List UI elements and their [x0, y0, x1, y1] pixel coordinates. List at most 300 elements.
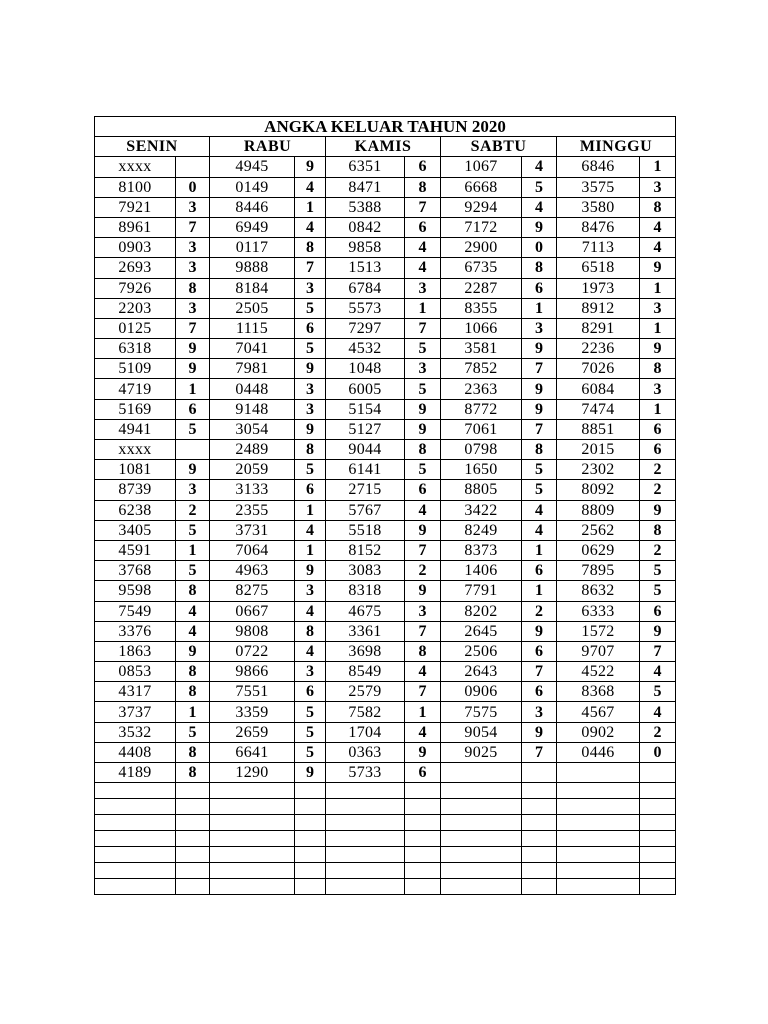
digit-cell: 7 — [176, 217, 210, 237]
empty-cell — [640, 879, 676, 895]
empty-cell — [557, 783, 640, 799]
title-row — [95, 117, 676, 137]
empty-row — [95, 863, 676, 879]
digit-cell: 8 — [405, 177, 441, 197]
digit-cell: 5 — [176, 722, 210, 742]
number-cell: 1650 — [441, 460, 522, 480]
number-cell: 5573 — [326, 298, 405, 318]
number-cell: 4945 — [210, 157, 295, 177]
number-cell: 4567 — [557, 702, 640, 722]
number-cell: 3376 — [95, 621, 176, 641]
empty-cell — [95, 847, 176, 863]
digit-cell: 6 — [295, 682, 326, 702]
table-title: ANGKA KELUAR TAHUN 2020 — [95, 117, 676, 137]
header-sabtu: SABTU — [441, 137, 557, 157]
digit-cell: 5 — [176, 561, 210, 581]
number-cell: 4591 — [95, 540, 176, 560]
empty-cell — [640, 847, 676, 863]
number-cell: 1115 — [210, 318, 295, 338]
digit-cell: 3 — [176, 298, 210, 318]
digit-cell: 6 — [405, 217, 441, 237]
header-row — [95, 137, 676, 157]
digit-cell: 3 — [295, 278, 326, 298]
digit-cell: 3 — [176, 238, 210, 258]
digit-cell: 4 — [405, 722, 441, 742]
empty-cell — [210, 815, 295, 831]
empty-cell — [640, 831, 676, 847]
number-cell: 7297 — [326, 318, 405, 338]
table-row — [95, 763, 676, 783]
number-cell: 1067 — [441, 157, 522, 177]
number-cell: 0722 — [210, 641, 295, 661]
number-cell: 0446 — [557, 742, 640, 762]
digit-cell: 8 — [640, 359, 676, 379]
number-cell: 2287 — [441, 278, 522, 298]
table-row — [95, 520, 676, 540]
empty-row — [95, 831, 676, 847]
number-cell: 1406 — [441, 561, 522, 581]
empty-cell — [295, 847, 326, 863]
empty-cell — [95, 815, 176, 831]
number-cell: 1513 — [326, 258, 405, 278]
empty-cell — [176, 815, 210, 831]
digit-cell: 3 — [295, 662, 326, 682]
digit-cell: 9 — [640, 500, 676, 520]
header-rabu: RABU — [210, 137, 326, 157]
table-row — [95, 197, 676, 217]
digit-cell: 7 — [640, 641, 676, 661]
number-cell: 9148 — [210, 399, 295, 419]
number-cell: 2659 — [210, 722, 295, 742]
digit-cell: 4 — [176, 621, 210, 641]
digit-cell: 1 — [295, 500, 326, 520]
number-cell: 3731 — [210, 520, 295, 540]
empty-cell — [176, 799, 210, 815]
empty-cell — [326, 815, 405, 831]
number-cell: 7582 — [326, 702, 405, 722]
empty-row — [95, 815, 676, 831]
digit-cell: 7 — [295, 258, 326, 278]
number-cell: 2506 — [441, 641, 522, 661]
digit-cell: 5 — [640, 561, 676, 581]
number-cell: 3575 — [557, 177, 640, 197]
digit-cell: 8 — [176, 742, 210, 762]
number-cell: 8373 — [441, 540, 522, 560]
empty-cell — [326, 831, 405, 847]
number-cell: 6735 — [441, 258, 522, 278]
empty-cell — [441, 799, 522, 815]
number-cell: 4675 — [326, 601, 405, 621]
digit-cell: 4 — [522, 197, 557, 217]
empty-cell — [640, 799, 676, 815]
digit-cell: 1 — [640, 318, 676, 338]
digit-cell: 4 — [295, 217, 326, 237]
empty-cell — [405, 783, 441, 799]
digit-cell: 9 — [522, 399, 557, 419]
number-cell: 8152 — [326, 540, 405, 560]
number-cell: 9044 — [326, 440, 405, 460]
digit-cell: 3 — [640, 298, 676, 318]
digit-cell: 5 — [295, 298, 326, 318]
empty-cell — [441, 831, 522, 847]
digit-cell: 8 — [405, 440, 441, 460]
number-cell: 7852 — [441, 359, 522, 379]
table-row — [95, 440, 676, 460]
empty-cell — [522, 879, 557, 895]
digit-cell: 4 — [405, 258, 441, 278]
number-cell: 6784 — [326, 278, 405, 298]
digit-cell: 5 — [295, 460, 326, 480]
digit-cell: 6 — [405, 763, 441, 783]
empty-row — [95, 783, 676, 799]
number-cell: 8184 — [210, 278, 295, 298]
number-cell: 6084 — [557, 379, 640, 399]
empty-cell — [176, 783, 210, 799]
number-cell: 6333 — [557, 601, 640, 621]
digit-cell: 4 — [176, 601, 210, 621]
digit-cell: 7 — [522, 662, 557, 682]
digit-cell: 4 — [640, 702, 676, 722]
digit-cell: 4 — [640, 217, 676, 237]
number-cell: 7064 — [210, 540, 295, 560]
number-cell: 2643 — [441, 662, 522, 682]
number-cell: 4522 — [557, 662, 640, 682]
empty-cell — [210, 783, 295, 799]
number-cell: 4189 — [95, 763, 176, 783]
empty-cell — [326, 783, 405, 799]
table-row — [95, 561, 676, 581]
empty-cell — [176, 847, 210, 863]
empty-cell — [557, 831, 640, 847]
table-row — [95, 601, 676, 621]
table-row — [95, 419, 676, 439]
number-cell: xxxx — [95, 440, 176, 460]
number-cell — [557, 763, 640, 783]
table-row — [95, 217, 676, 237]
empty-cell — [557, 799, 640, 815]
digit-cell: 0 — [176, 177, 210, 197]
digit-cell: 4 — [405, 662, 441, 682]
empty-cell — [295, 879, 326, 895]
table-row — [95, 157, 676, 177]
digit-cell: 9 — [640, 258, 676, 278]
empty-cell — [176, 863, 210, 879]
digit-cell: 8 — [176, 682, 210, 702]
number-cell: 9866 — [210, 662, 295, 682]
number-cell: xxxx — [95, 157, 176, 177]
number-cell: 0629 — [557, 540, 640, 560]
number-cell: 0667 — [210, 601, 295, 621]
number-cell: 0363 — [326, 742, 405, 762]
table-row — [95, 540, 676, 560]
digit-cell: 3 — [295, 581, 326, 601]
digit-cell: 2 — [176, 500, 210, 520]
number-cell: 6518 — [557, 258, 640, 278]
digit-cell: 4 — [640, 662, 676, 682]
empty-cell — [522, 863, 557, 879]
digit-cell: 9 — [405, 581, 441, 601]
digit-cell: 5 — [522, 177, 557, 197]
empty-cell — [295, 863, 326, 879]
digit-cell: 1 — [176, 379, 210, 399]
number-cell: 2505 — [210, 298, 295, 318]
number-cell: 2363 — [441, 379, 522, 399]
empty-cell — [557, 879, 640, 895]
digit-cell: 9 — [522, 379, 557, 399]
empty-cell — [95, 831, 176, 847]
digit-cell — [176, 440, 210, 460]
number-cell: 8100 — [95, 177, 176, 197]
number-cell: 8368 — [557, 682, 640, 702]
digit-cell: 3 — [176, 258, 210, 278]
number-cell: 9808 — [210, 621, 295, 641]
table-row — [95, 278, 676, 298]
digit-cell: 6 — [405, 157, 441, 177]
digit-cell: 9 — [522, 339, 557, 359]
digit-cell: 5 — [295, 702, 326, 722]
digit-cell: 5 — [295, 722, 326, 742]
number-cell: 1066 — [441, 318, 522, 338]
empty-cell — [95, 799, 176, 815]
number-cell: 5767 — [326, 500, 405, 520]
digit-cell: 8 — [176, 763, 210, 783]
digit-cell: 5 — [295, 339, 326, 359]
digit-cell: 3 — [522, 702, 557, 722]
number-cell: 8471 — [326, 177, 405, 197]
digit-cell: 7 — [405, 682, 441, 702]
digit-cell: 1 — [640, 157, 676, 177]
number-cell: 6641 — [210, 742, 295, 762]
empty-cell — [441, 815, 522, 831]
digit-cell: 8 — [176, 662, 210, 682]
empty-cell — [441, 783, 522, 799]
digit-cell: 4 — [522, 520, 557, 540]
number-cell: 2203 — [95, 298, 176, 318]
number-cell: 8772 — [441, 399, 522, 419]
empty-cell — [210, 831, 295, 847]
digit-cell: 9 — [405, 742, 441, 762]
table-row — [95, 682, 676, 702]
number-cell: 8318 — [326, 581, 405, 601]
number-cell: 9598 — [95, 581, 176, 601]
number-cell: 0853 — [95, 662, 176, 682]
digit-cell: 3 — [640, 379, 676, 399]
table-row — [95, 460, 676, 480]
number-cell: 7549 — [95, 601, 176, 621]
number-cell: 3405 — [95, 520, 176, 540]
number-cell: 5127 — [326, 419, 405, 439]
digit-cell: 5 — [405, 460, 441, 480]
empty-cell — [441, 847, 522, 863]
digit-cell: 6 — [640, 440, 676, 460]
table-row — [95, 581, 676, 601]
empty-cell — [405, 863, 441, 879]
number-cell: 2236 — [557, 339, 640, 359]
digit-cell: 3 — [176, 480, 210, 500]
digit-cell: 7 — [405, 621, 441, 641]
empty-row — [95, 847, 676, 863]
number-cell: 7895 — [557, 561, 640, 581]
digit-cell: 2 — [640, 460, 676, 480]
number-cell: 0125 — [95, 318, 176, 338]
empty-cell — [522, 847, 557, 863]
digit-cell: 2 — [640, 480, 676, 500]
empty-cell — [557, 815, 640, 831]
empty-cell — [326, 847, 405, 863]
digit-cell: 5 — [176, 419, 210, 439]
number-cell: 8549 — [326, 662, 405, 682]
digit-cell: 8 — [176, 278, 210, 298]
table-row — [95, 621, 676, 641]
digit-cell: 1 — [640, 278, 676, 298]
digit-cell: 3 — [405, 601, 441, 621]
number-cell: 5733 — [326, 763, 405, 783]
number-cell: 5388 — [326, 197, 405, 217]
header-senin: SENIN — [95, 137, 210, 157]
digit-cell — [522, 763, 557, 783]
number-cell: 2489 — [210, 440, 295, 460]
number-cell: 3532 — [95, 722, 176, 742]
number-cell: 9858 — [326, 238, 405, 258]
digit-cell: 9 — [295, 419, 326, 439]
empty-cell — [522, 815, 557, 831]
number-cell: 8809 — [557, 500, 640, 520]
digit-cell — [640, 763, 676, 783]
table-row — [95, 702, 676, 722]
number-cell: 1048 — [326, 359, 405, 379]
number-cell: 1572 — [557, 621, 640, 641]
table-row — [95, 238, 676, 258]
number-cell: 8961 — [95, 217, 176, 237]
number-cell: 3581 — [441, 339, 522, 359]
digit-cell: 9 — [405, 419, 441, 439]
digit-cell: 6 — [640, 601, 676, 621]
empty-cell — [640, 863, 676, 879]
digit-cell: 4 — [295, 177, 326, 197]
number-cell: 8202 — [441, 601, 522, 621]
number-cell: 8446 — [210, 197, 295, 217]
number-cell: 7926 — [95, 278, 176, 298]
digit-cell: 6 — [522, 682, 557, 702]
digit-cell: 4 — [295, 641, 326, 661]
digit-cell: 1 — [405, 702, 441, 722]
number-cell: 4719 — [95, 379, 176, 399]
table-row — [95, 742, 676, 762]
digit-cell: 1 — [522, 581, 557, 601]
number-cell: 3698 — [326, 641, 405, 661]
digit-cell: 3 — [176, 197, 210, 217]
table-row — [95, 500, 676, 520]
number-cell: 0842 — [326, 217, 405, 237]
number-cell: 3359 — [210, 702, 295, 722]
digit-cell: 9 — [640, 621, 676, 641]
number-cell: 2715 — [326, 480, 405, 500]
digit-cell: 9 — [405, 399, 441, 419]
digit-cell: 0 — [522, 238, 557, 258]
digit-cell: 4 — [522, 500, 557, 520]
empty-cell — [522, 799, 557, 815]
digit-cell: 9 — [176, 339, 210, 359]
number-cell: 3737 — [95, 702, 176, 722]
digit-cell: 9 — [295, 157, 326, 177]
empty-cell — [176, 831, 210, 847]
number-cell: 6005 — [326, 379, 405, 399]
empty-cell — [441, 879, 522, 895]
number-cell: 4963 — [210, 561, 295, 581]
number-cell: 8739 — [95, 480, 176, 500]
number-cell: 7061 — [441, 419, 522, 439]
digit-cell: 8 — [640, 197, 676, 217]
digit-cell: 8 — [522, 440, 557, 460]
empty-cell — [210, 863, 295, 879]
digit-cell: 1 — [405, 298, 441, 318]
number-cell: 8355 — [441, 298, 522, 318]
digit-cell: 9 — [295, 359, 326, 379]
digit-cell: 8 — [522, 258, 557, 278]
number-cell: 8805 — [441, 480, 522, 500]
digit-cell: 8 — [295, 621, 326, 641]
digit-cell: 5 — [522, 460, 557, 480]
empty-cell — [210, 879, 295, 895]
number-cell: 6949 — [210, 217, 295, 237]
number-cell: 0117 — [210, 238, 295, 258]
empty-cell — [326, 799, 405, 815]
table-row — [95, 177, 676, 197]
number-cell: 6141 — [326, 460, 405, 480]
digit-cell: 8 — [295, 238, 326, 258]
digit-cell: 4 — [522, 157, 557, 177]
digit-cell: 1 — [640, 399, 676, 419]
digit-cell: 6 — [640, 419, 676, 439]
digit-cell: 1 — [176, 540, 210, 560]
number-cell: 0448 — [210, 379, 295, 399]
digit-cell: 6 — [176, 399, 210, 419]
number-cell: 2900 — [441, 238, 522, 258]
digit-cell: 9 — [176, 460, 210, 480]
digit-cell: 4 — [640, 238, 676, 258]
number-cell: 1290 — [210, 763, 295, 783]
number-cell: 8275 — [210, 581, 295, 601]
digit-cell: 6 — [295, 318, 326, 338]
number-cell: 8092 — [557, 480, 640, 500]
number-cell: 9707 — [557, 641, 640, 661]
digit-cell: 5 — [405, 379, 441, 399]
number-cell: 9294 — [441, 197, 522, 217]
number-cell: 3054 — [210, 419, 295, 439]
number-cell: 2562 — [557, 520, 640, 540]
results-table — [94, 116, 676, 895]
number-cell: 6668 — [441, 177, 522, 197]
digit-cell: 6 — [522, 641, 557, 661]
table-row — [95, 399, 676, 419]
number-cell: 2693 — [95, 258, 176, 278]
table-row — [95, 641, 676, 661]
digit-cell: 6 — [295, 480, 326, 500]
number-cell: 4317 — [95, 682, 176, 702]
empty-cell — [557, 863, 640, 879]
empty-cell — [640, 815, 676, 831]
number-cell: 1704 — [326, 722, 405, 742]
digit-cell: 7 — [522, 742, 557, 762]
number-cell: 3133 — [210, 480, 295, 500]
empty-cell — [295, 799, 326, 815]
digit-cell: 9 — [522, 621, 557, 641]
number-cell: 7551 — [210, 682, 295, 702]
empty-cell — [210, 799, 295, 815]
digit-cell: 7 — [405, 197, 441, 217]
digit-cell: 7 — [405, 540, 441, 560]
number-cell: 6846 — [557, 157, 640, 177]
